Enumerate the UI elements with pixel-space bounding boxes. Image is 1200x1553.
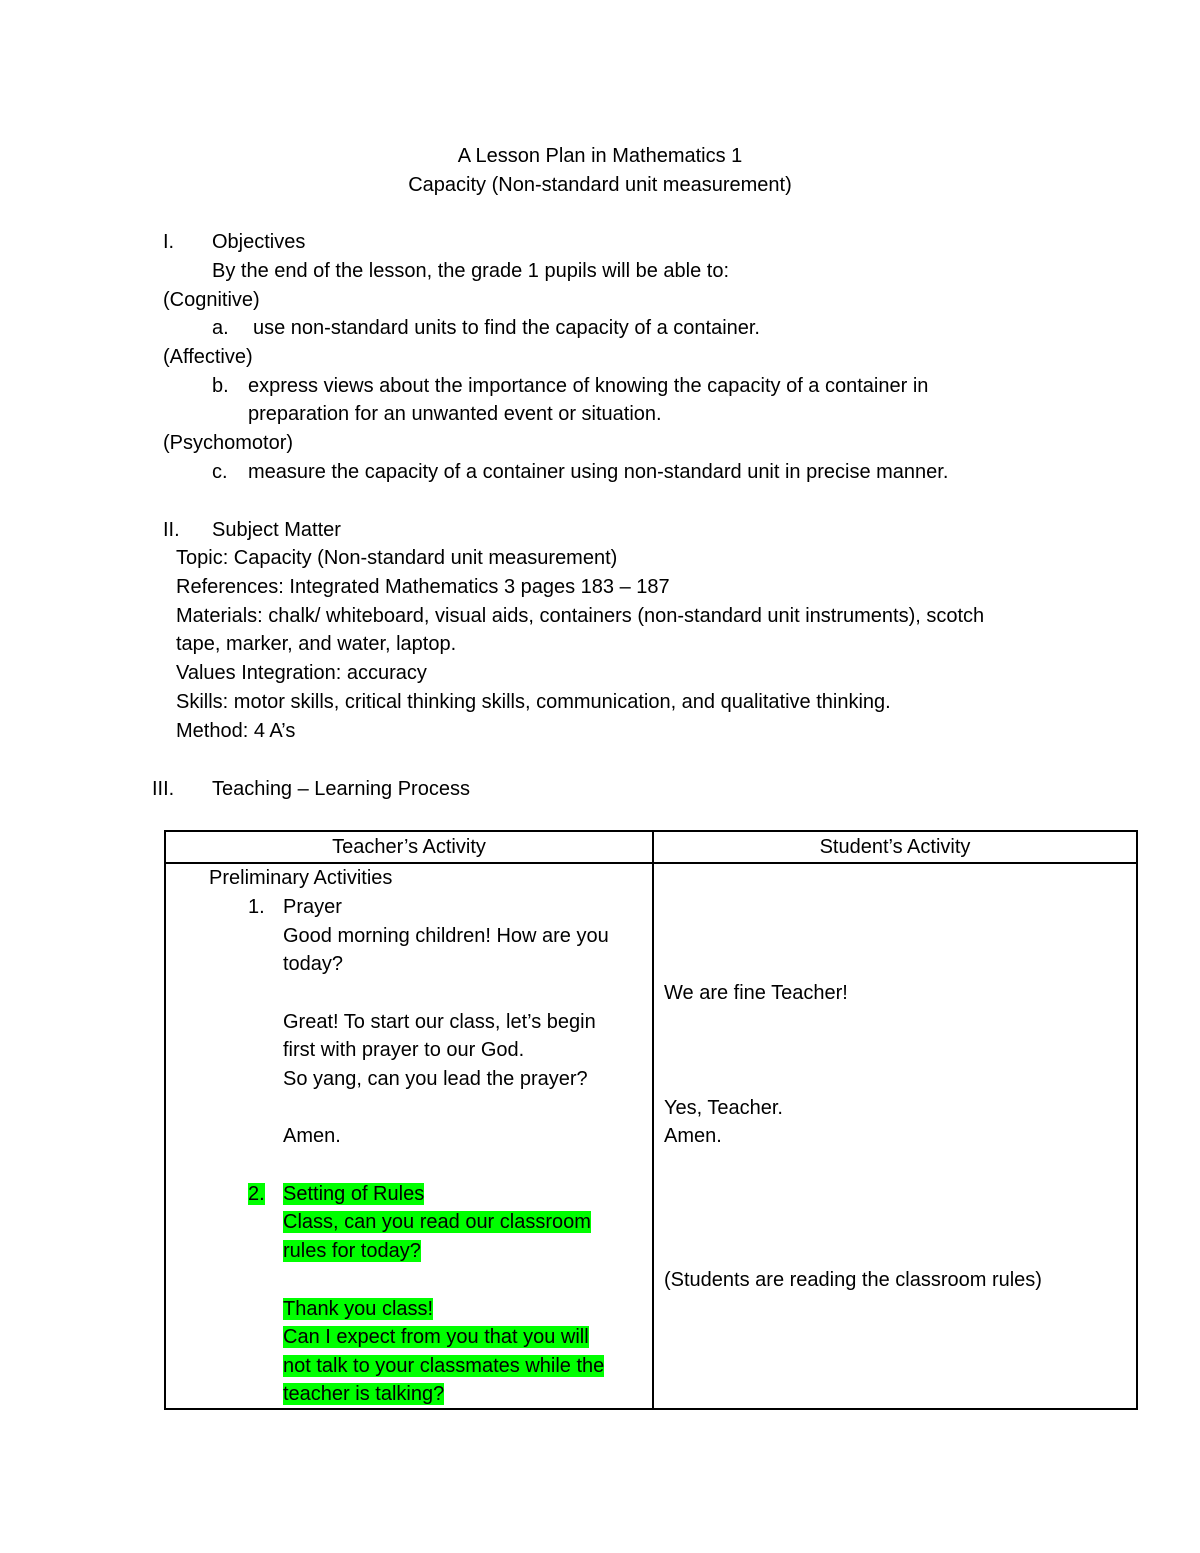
teacher-line: first with prayer to our God. — [283, 1039, 525, 1061]
section-numeral: I. — [163, 231, 175, 253]
objective-b-line1: express views about the importance of knowing the capacity of a container in — [248, 375, 929, 397]
objective-b-line2: preparation for an unwanted event or situation. — [248, 403, 662, 425]
subject-skills: Skills: motor skills, critical thinking skills, communication, and qualitative thinking. — [176, 691, 891, 713]
teacher-line — [283, 1323, 589, 1351]
student-line: Yes, Teacher. — [664, 1097, 783, 1119]
objective-a: use non-standard units to find the capacity of a container. — [253, 317, 760, 339]
student-activity-cell — [653, 863, 1137, 1409]
section-heading-tlp: Teaching – Learning Process — [212, 778, 470, 800]
subject-references: References: Integrated Mathematics 3 pages 183 – 187 — [176, 576, 670, 598]
column-header-student: Student’s Activity — [653, 831, 1137, 863]
objectives-intro: By the end of the lesson, the grade 1 pupils will be able to: — [212, 260, 730, 282]
student-line: (Students are reading the classroom rules) — [664, 1269, 1042, 1291]
teacher-activity-cell — [165, 863, 653, 1409]
subject-method: Method: 4 A’s — [176, 720, 296, 742]
section-heading-objectives: Objectives — [212, 231, 306, 253]
list-marker: c. — [212, 461, 228, 483]
table-header-row — [165, 831, 1137, 863]
teacher-line: Good morning children! How are you — [283, 925, 609, 947]
objective-c: measure the capacity of a container using non-standard unit in precise manner. — [248, 461, 949, 483]
teacher-line: So yang, can you lead the prayer? — [283, 1068, 588, 1090]
teacher-line — [283, 1352, 604, 1380]
list-marker: b. — [212, 375, 229, 397]
page-subtitle: Capacity (Non-standard unit measurement) — [408, 174, 792, 196]
section-heading-subject-matter: Subject Matter — [212, 519, 341, 541]
activity-table — [164, 830, 1138, 1410]
column-header-teacher: Teacher’s Activity — [165, 831, 653, 863]
highlighted-text: Setting of Rules — [283, 1183, 425, 1205]
page-title: A Lesson Plan in Mathematics 1 — [457, 145, 743, 167]
highlighted-text: Thank you class! — [283, 1298, 434, 1320]
teacher-line — [283, 1208, 591, 1236]
teacher-line — [283, 1295, 433, 1323]
highlighted-text: teacher is talking? — [283, 1383, 445, 1405]
table-row — [165, 863, 1137, 1409]
item-prayer-title: Prayer — [283, 896, 342, 918]
subject-materials-line2: tape, marker, and water, laptop. — [176, 633, 457, 655]
list-marker — [248, 1180, 265, 1208]
teacher-line: Great! To start our class, let’s begin — [283, 1011, 596, 1033]
highlighted-text: 2. — [248, 1183, 265, 1205]
list-marker: a. — [212, 317, 229, 339]
highlighted-text: not talk to your classmates while the — [283, 1355, 605, 1377]
student-line: We are fine Teacher! — [664, 982, 848, 1004]
teacher-line — [283, 1380, 444, 1408]
teacher-line — [283, 1237, 421, 1265]
teacher-line: today? — [283, 953, 344, 975]
preliminary-heading: Preliminary Activities — [209, 867, 393, 889]
highlighted-text: Can I expect from you that you will — [283, 1326, 589, 1348]
item-rules-title — [283, 1180, 424, 1208]
highlighted-text: Class, can you read our classroom — [283, 1211, 591, 1233]
domain-label-psychomotor: (Psychomotor) — [163, 432, 294, 454]
list-marker: 1. — [248, 896, 265, 918]
subject-materials-line1: Materials: chalk/ whiteboard, visual aids, containers (non-standard unit instruments), scotch — [176, 605, 985, 627]
section-numeral: II. — [163, 519, 180, 541]
subject-topic: Topic: Capacity (Non-standard unit measurement) — [176, 547, 618, 569]
domain-label-cognitive: (Cognitive) — [163, 289, 260, 311]
teacher-line: Amen. — [283, 1125, 341, 1147]
subject-values: Values Integration: accuracy — [176, 662, 427, 684]
student-line: Amen. — [664, 1125, 722, 1147]
domain-label-affective: (Affective) — [163, 346, 253, 368]
section-numeral: III. — [152, 778, 175, 800]
highlighted-text: rules for today? — [283, 1240, 421, 1262]
